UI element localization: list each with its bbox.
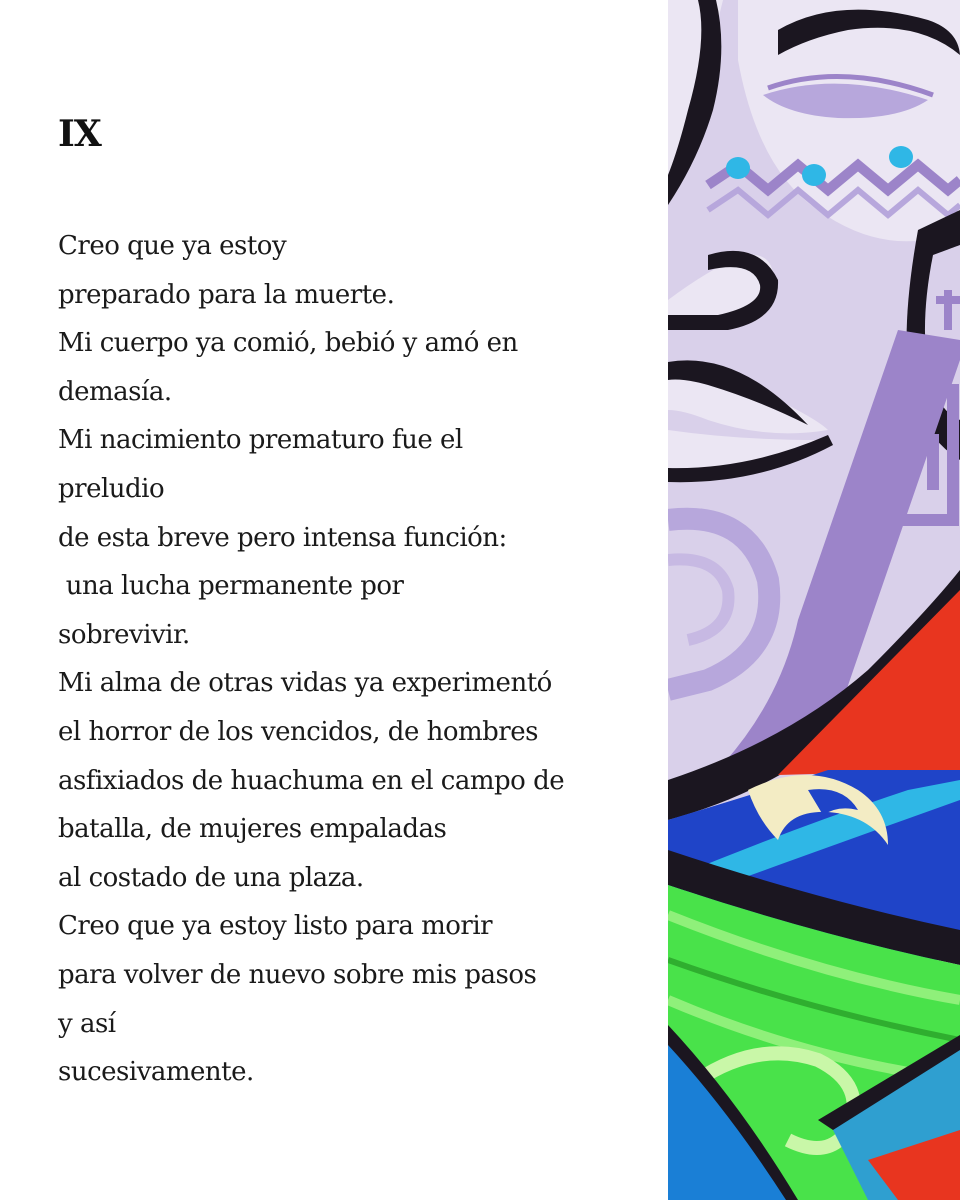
poem-line: preludio bbox=[58, 473, 165, 504]
poem-line: sucesivamente. bbox=[58, 1057, 254, 1088]
poem-line: una lucha permanente por bbox=[58, 571, 404, 602]
poem-line: de esta breve pero intensa función: bbox=[58, 522, 507, 553]
poem-line: sobrevivir. bbox=[58, 619, 190, 650]
poem-line: Creo que ya estoy listo para morir bbox=[58, 911, 493, 942]
poem-body bbox=[58, 222, 564, 1097]
poem-title: IX bbox=[58, 113, 101, 155]
poem-line: Mi nacimiento prematuro fue el bbox=[58, 425, 463, 456]
poem-line: al costado de una plaza. bbox=[58, 862, 364, 893]
poem-line: Mi cuerpo ya comió, bebió y amó en bbox=[58, 328, 518, 359]
poem-line: para volver de nuevo sobre mis pasos bbox=[58, 959, 537, 990]
poem-line: asfixiados de huachuma en el campo de bbox=[58, 765, 565, 796]
poem-line: demasía. bbox=[58, 376, 172, 407]
poem-line: el horror de los vencidos, de hombres bbox=[58, 716, 538, 747]
mural-illustration bbox=[668, 0, 960, 1200]
mural-image bbox=[668, 0, 960, 1200]
poem-line: Mi alma de otras vidas ya experimentó bbox=[58, 668, 552, 699]
poem-line: batalla, de mujeres empaladas bbox=[58, 814, 447, 845]
poem-line: Creo que ya estoy bbox=[58, 231, 287, 261]
poem-line: y así bbox=[58, 1008, 116, 1039]
poem-line: preparado para la muerte. bbox=[58, 279, 395, 310]
